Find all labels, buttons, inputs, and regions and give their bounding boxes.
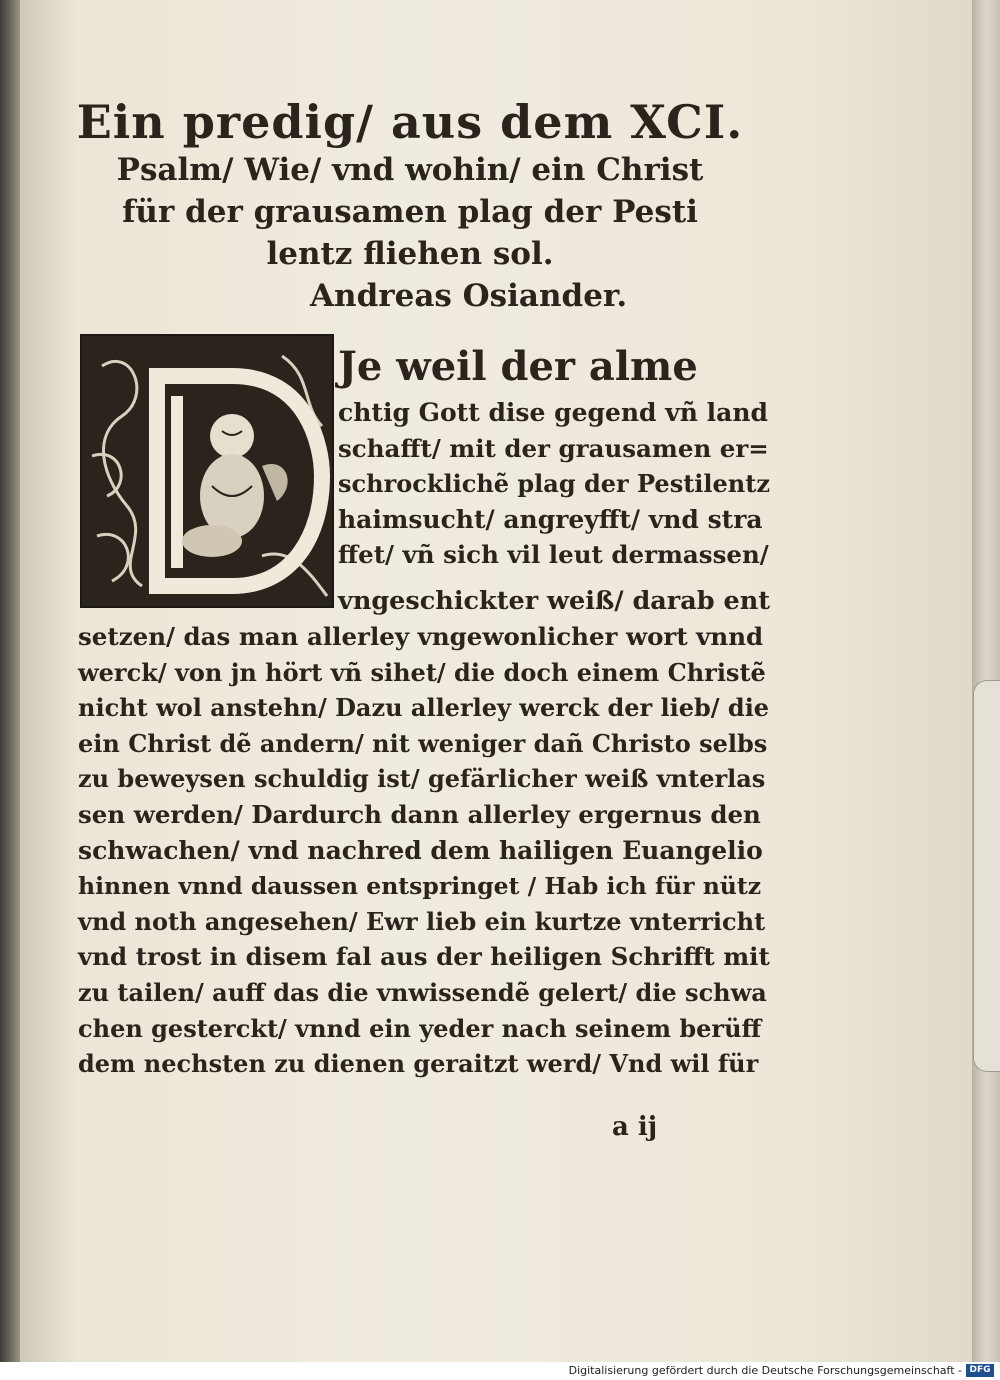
author-line: Andreas Osiander. [310, 278, 628, 314]
body-line: ein Christ dẽ andern/ nit weniger dañ Christo selbs [78, 729, 768, 758]
funding-notice: Digitalisierung gefördert durch die Deutsche Forschungsgemeinschaft - [568, 1364, 962, 1377]
title-line-4: lentz fliehen sol. [266, 236, 554, 272]
body-line: vnd noth angesehen/ Ewr lieb ein kurtze vnterricht [78, 907, 766, 936]
body-line: nicht wol anstehn/ Dazu allerley werck der lieb/ die [78, 693, 770, 722]
body-line: Je weil der alme [338, 343, 698, 390]
title-line-2: Psalm/ Wie/ vnd wohin/ ein Christ [116, 152, 704, 188]
body-line: schafft/ mit der grausamen er= [338, 434, 769, 463]
body-line: zu beweysen schuldig ist/ gefärlicher weiß vnterlas [78, 764, 766, 793]
dfg-logo: DFG [966, 1364, 994, 1377]
body-line: hinnen vnnd daussen entspringet / Hab ich für nütz [78, 872, 762, 900]
title-line-3: für der grausamen plag der Pesti [122, 194, 698, 230]
body-line: setzen/ das man allerley vngewonlicher wort vnnd [78, 622, 764, 651]
footer-bar [0, 1362, 1000, 1380]
signature-mark: a ij [612, 1112, 658, 1142]
body-line: sen werden/ Dardurch dann allerley ergernus den [78, 800, 761, 829]
body-line: ffet/ vñ sich vil leut dermassen/ [338, 540, 769, 569]
body-line: schrocklichẽ plag der Pestilentz [338, 469, 770, 498]
body-line: dem nechsten zu dienen geraitzt werd/ Vnd wil für [78, 1049, 759, 1078]
body-line: chen gesterckt/ vnnd ein yeder nach seinem berüff [78, 1014, 762, 1043]
body-line: chtig Gott dise gegend vñ land [338, 398, 769, 427]
body-line: zu tailen/ auff das die vnwissendẽ gelert/ die schwa [78, 978, 767, 1007]
body-line: haimsucht/ angreyfft/ vnd stra [338, 505, 763, 534]
body-line: vngeschickter weiß/ darab ent [338, 586, 771, 616]
body-line: werck/ von jn hört vñ sihet/ die doch einem Christẽ [78, 658, 766, 687]
title-line-1: Ein predig/ aus dem XCI. [76, 95, 744, 149]
body-line: vnd trost in disem fal aus der heiligen Schrifft mit [78, 942, 770, 971]
body-line: schwachen/ vnd nachred dem hailigen Euangelio [78, 836, 763, 865]
